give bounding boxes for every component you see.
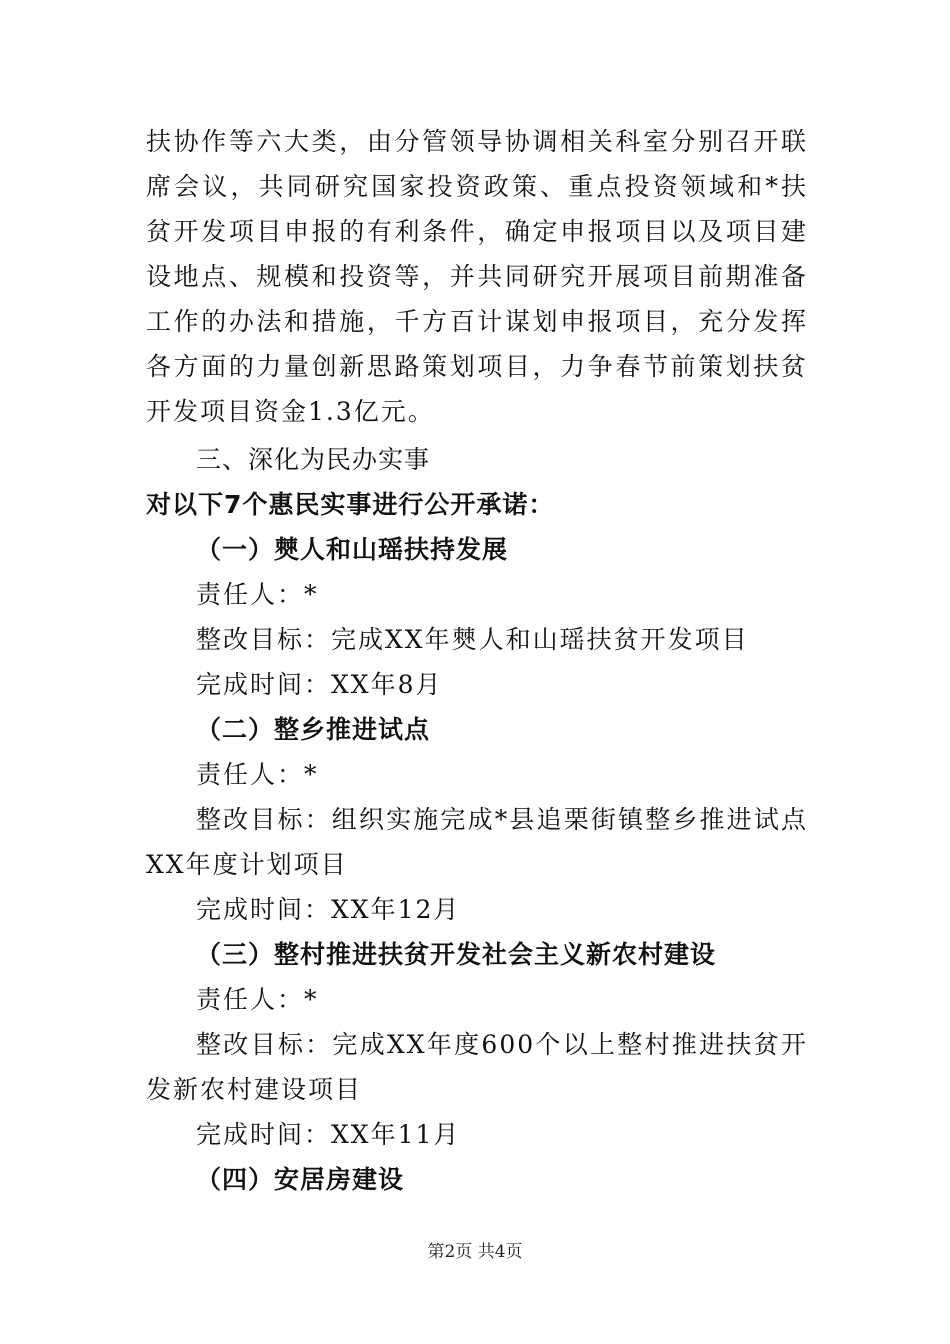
item-3-title: （三）整村推进扶贫开发社会主义新农村建设	[196, 940, 717, 969]
item-1-deadline: 完成时间：XX年8月	[196, 670, 443, 699]
section-heading: 三、深化为民办实事	[196, 445, 431, 474]
item-4-title: （四）安居房建设	[196, 1165, 405, 1194]
intro-paragraph: 扶协作等六大类，由分管领导协调相关科室分别召开联席会议，共同研究国家投资政策、重点投资领域和*扶贫开发项目申报的有利条件，确定申报项目以及项目建设地点、规模和投资等，并共同研究开展项目前期准备工作的办法和措施，千方百计谋划申报项目，充分发挥各方面的力量创新思路策划项目，力争春节前策划扶贫开发项目资金1.3亿元。	[146, 127, 808, 426]
item-3-deadline: 完成时间：XX年11月	[196, 1120, 461, 1149]
item-2-responsible: 责任人：*	[196, 760, 319, 789]
item-3-goal: 整改目标：完成XX年度600个以上整村推进扶贫开发新农村建设项目	[146, 1030, 808, 1104]
item-2-goal: 整改目标：组织实施完成*县追栗街镇整乡推进试点XX年度计划项目	[146, 805, 808, 879]
item-1-title: （一）僰人和山瑶扶持发展	[196, 535, 509, 564]
item-2-title: （二）整乡推进试点	[196, 715, 431, 744]
commitment-intro: 对以下7个惠民实事进行公开承诺：	[146, 490, 555, 519]
item-2-deadline: 完成时间：XX年12月	[196, 895, 461, 924]
item-1-goal: 整改目标：完成XX年僰人和山瑶扶贫开发项目	[196, 625, 749, 654]
item-3-responsible: 责任人：*	[196, 985, 319, 1014]
item-1-responsible: 责任人：*	[196, 580, 319, 609]
page-footer: 第2页 共4页	[427, 1242, 523, 1262]
